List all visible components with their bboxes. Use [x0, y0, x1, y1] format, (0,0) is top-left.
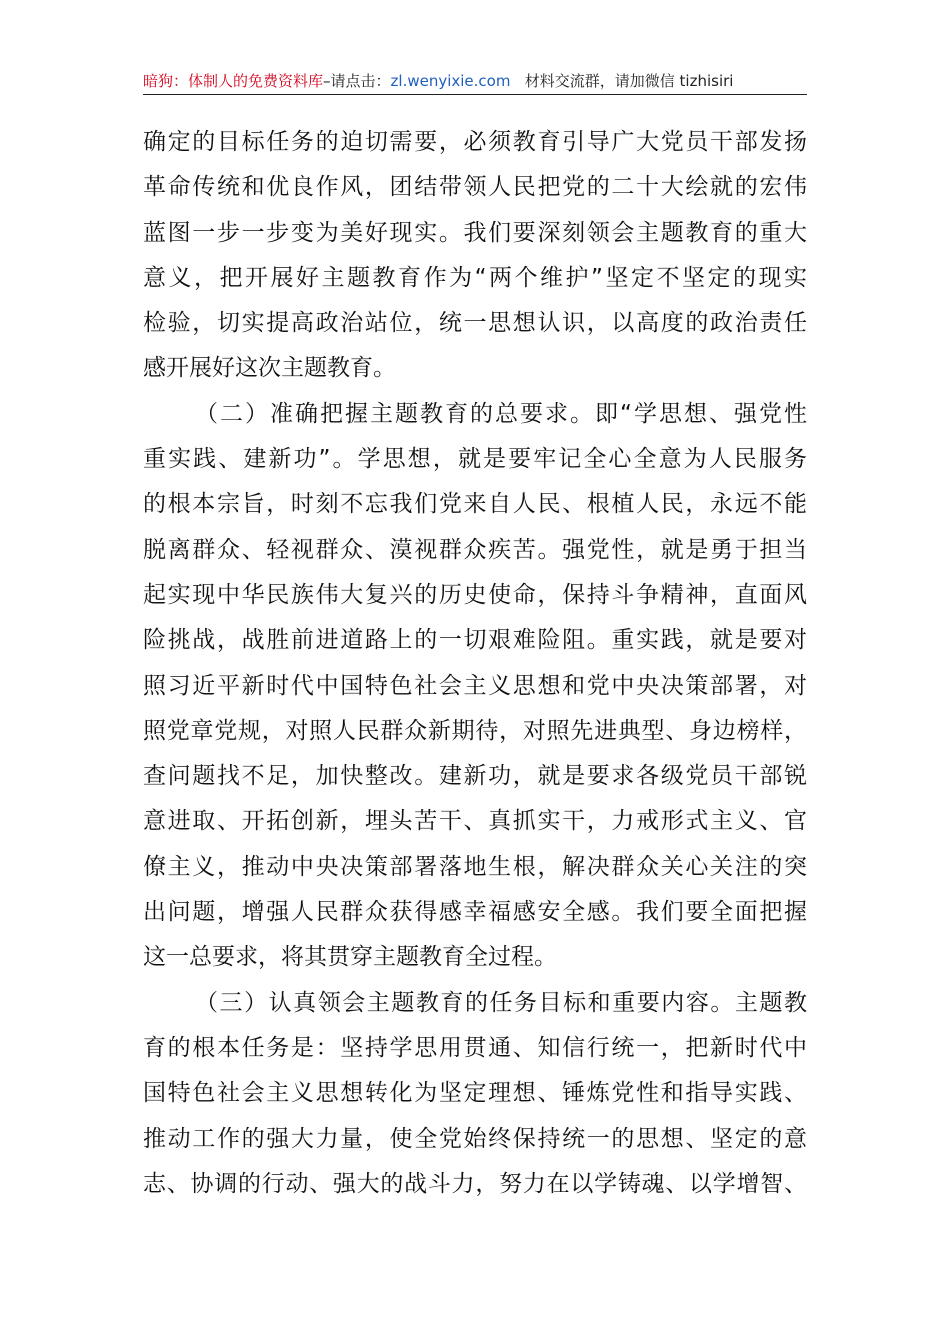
body-line: 照党章党规，对照人民群众新期待，对照先进典型、身边榜样，	[143, 717, 807, 744]
body-line: 感开展好这次主题教育。	[143, 355, 396, 382]
header-link-prompt: –请点击：	[323, 72, 391, 90]
body-line: 脱离群众、轻视群众、漠视群众疾苦。强党性，就是勇于担当	[143, 536, 807, 563]
body-line: 重实践、建新功”。学思想，就是要牢记全心全意为人民服务	[143, 446, 807, 473]
body-line: 蓝图一步一步变为美好现实。我们要深刻领会主题教育的重大	[143, 219, 807, 246]
header-link[interactable]: zl.wenyixie.com	[390, 72, 511, 90]
body-line: 育的根本任务是：坚持学思用贯通、知信行统一，把新时代中	[143, 1034, 807, 1061]
body-line: 意进取、开拓创新，埋头苦干、真抓实干，力戒形式主义、官	[143, 808, 807, 835]
body-line: 照习近平新时代中国特色社会主义思想和党中央决策部署，对	[143, 672, 807, 699]
document-body	[143, 120, 807, 1207]
body-line: 起实现中华民族伟大复兴的历史使命，保持斗争精神，直面风	[143, 581, 807, 608]
body-line: 确定的目标任务的迫切需要，必须教育引导广大党员干部发扬	[143, 129, 807, 155]
body-line: 这一总要求，将其贯穿主题教育全过程。	[143, 944, 557, 971]
body-line: 志、协调的行动、强大的战斗力，努力在以学铸魂、以学增智、	[143, 1170, 807, 1197]
header-site-name: 暗狗：体制人的免费资料库	[143, 72, 324, 90]
body-line: 查问题找不足，加快整改。建新功，就是要求各级党员干部锐	[143, 763, 807, 790]
body-line: 国特色社会主义思想转化为坚定理想、锤炼党性和指导实践、	[143, 1080, 807, 1107]
body-line: 检验，切实提高政治站位，统一思想认识，以高度的政治责任	[143, 310, 807, 337]
body-line: 险挑战，战胜前进道路上的一切艰难险阻。重实践，就是要对	[143, 627, 807, 654]
page-header	[143, 68, 807, 95]
body-line: 推动工作的强大力量，使全党始终保持统一的思想、坚定的意	[143, 1125, 807, 1152]
header-contact: 材料交流群，请加微信 tizhisiri	[524, 72, 734, 90]
body-line: 的根本宗旨，时刻不忘我们党来自人民、根植人民，永远不能	[143, 491, 807, 518]
body-line: 出问题，增强人民群众获得感幸福感安全感。我们要全面把握	[143, 899, 807, 926]
body-line: 意义，把开展好主题教育作为“两个维护”坚定不坚定的现实	[143, 264, 807, 291]
body-line: 僚主义，推动中央决策部署落地生根，解决群众关心关注的突	[143, 853, 807, 880]
paragraph-heading: （三）认真领会主题教育的任务目标和重要内容。主题教	[195, 989, 807, 1016]
body-line: 革命传统和优良作风，团结带领人民把党的二十大绘就的宏伟	[143, 174, 807, 201]
paragraph-heading: （二）准确把握主题教育的总要求。即“学思想、强党性	[195, 400, 807, 427]
